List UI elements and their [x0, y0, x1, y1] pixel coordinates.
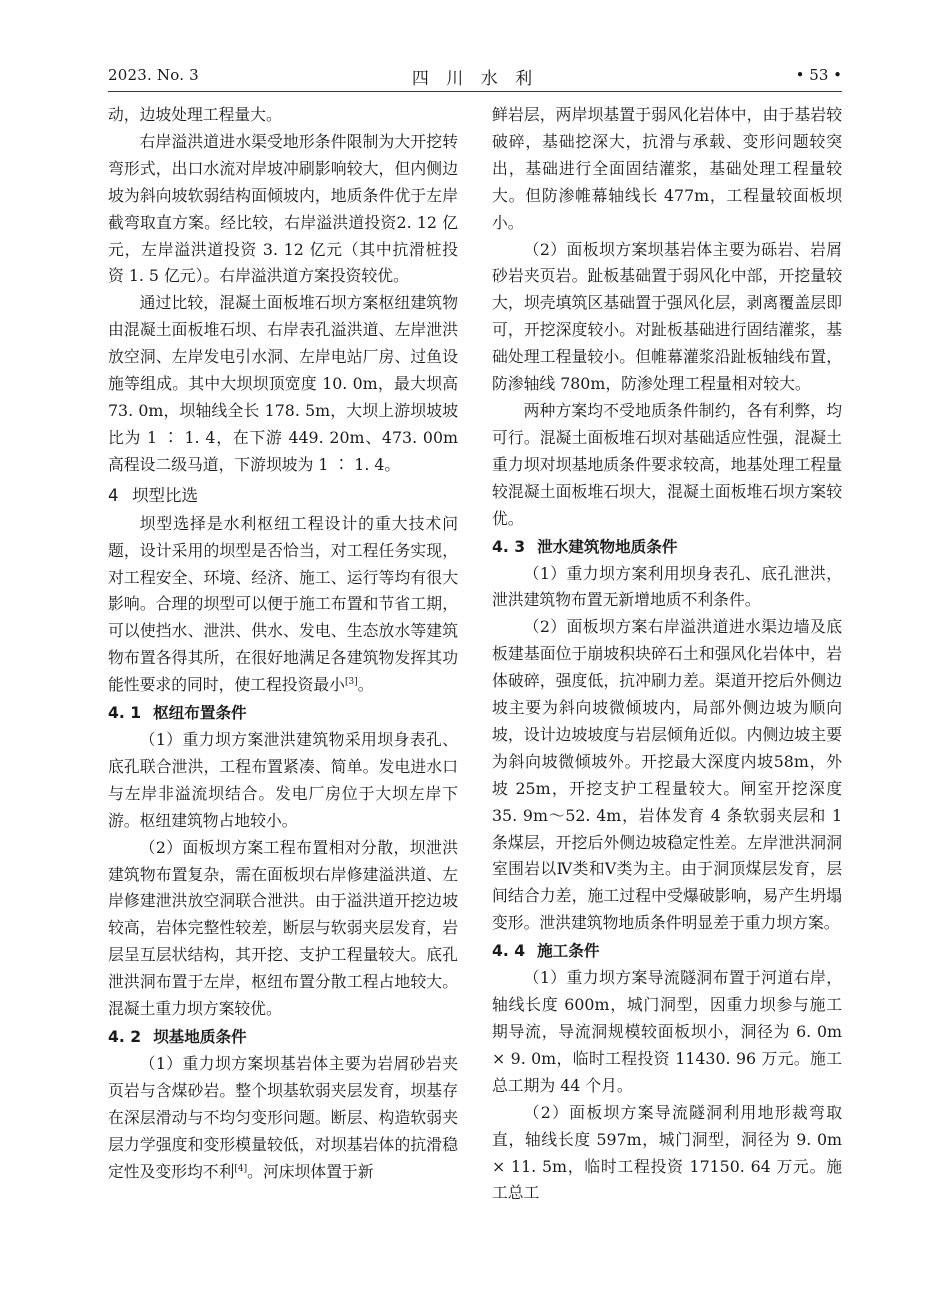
paragraph: 两种方案均不受地质条件制约，各有利弊，均可行。混凝土面板堆石坝对基础适应性强，混凝土重力坝对坝基地质条件要求较高，地基处理工程量较混凝土面板堆石坝大，混凝土面板堆石坝方案较优。 — [492, 400, 842, 528]
paragraph: 鲜岩层，两岸坝基置于弱风化岩体中，由于基岩较破碎，基础挖深大，抗滑与承载、变形问题较突出，基础进行全面固结灌浆，基础处理工程量较大。但防渗帷幕轴线长 477m，工程量较面板坝小。 — [492, 105, 842, 232]
section-heading: 4 坝型比选 — [108, 485, 198, 505]
page-number: • 53 • — [795, 66, 842, 84]
paragraph: 通过比较，混凝土面板堆石坝方案枢纽建筑物由混凝土面板堆石坝、右岸表孔溢洪道、左岸泄洪放空洞、左岸发电引水洞、左岸电站厂房、过鱼设施等组成。其中大坝坝顶宽度 10. 0m，最大坝高 73. 0m，坝轴线全长 178. 5m，大坝上游坝坡坡比为 1 ∶ 1. 4，在下游 449. 20m、473. 00m 高程设二级马道，下游坝坡为 1 ∶ 1. 4。 — [108, 293, 458, 474]
paragraph: 动，边坡处理工程量大。 — [108, 105, 282, 124]
journal-title: 四 川 水 利 — [411, 69, 539, 89]
subsection-heading: 4. 4 施工条件 — [492, 942, 600, 961]
left-column — [108, 102, 458, 1186]
page-header — [108, 64, 842, 90]
subsection-heading: 4. 2 坝基地质条件 — [108, 1028, 247, 1046]
subsection-heading: 4. 1 枢纽布置条件 — [108, 704, 247, 723]
paragraph: （2）面板坝方案坝基岩体主要为砾岩、岩屑砂岩夹页岩。趾板基础置于弱风化中部，开挖量较大，坝壳填筑区基础置于强风化层，剥离覆盖层即可，开挖深度较小。对趾板基础进行固结灌浆，基础处理工程量较小。但帷幕灌浆沿趾板轴线布置，防渗轴线 780m，防渗处理工程量相对较大。 — [492, 239, 842, 394]
paragraph: （2）面板坝方案右岸溢洪道进水渠边墙及底板建基面位于崩坡积块碎石土和强风化岩体中，岩体破碎，强度低，抗冲刷力差。渠道开挖后外侧边坡主要为斜向坡微倾坡内，局部外侧边坡为顺向坡，设计边坡坡度与岩层倾角近似。内侧边坡主要为斜向坡微倾坡外。开挖最大深度内坡58m，外坡 25m，开挖支护工程量较大。闸室开挖深度 35. 9m～52. 4m，岩体发育 4 条软弱夹层和 1 条煤层，开挖后外侧边坡稳定性差。左岸泄洪洞洞室围岩以Ⅳ类和Ⅴ类为主。由于洞顶煤层发育，层间结合力差，施工过程中受爆破影响，易产生坍塌变形。泄洪建筑物地质条件明显差于重力坝方案。 — [492, 617, 842, 933]
subsection-heading: 4. 3 泄水建筑物地质条件 — [492, 537, 678, 556]
paragraph: 坝型选择是水利枢纽工程设计的重大技术问题，设计采用的坝型是否恰当，对工程任务实现，对工程安全、环境、经济、施工、运行等均有很大影响。合理的坝型可以便于施工布置和节省工期，可以使挡水、泄洪、供水、发电、生态放水等建筑物布置各得其所，在很好地满足各建筑物发挥其功能性要求的同时，使工程投资最小[3]。 — [108, 513, 458, 695]
paragraph: （1）重力坝方案泄洪建筑物采用坝身表孔、底孔联合泄洪，工程布置紧凑、简单。发电进水口与左岸非溢流坝结合。发电厂房位于大坝左岸下游。枢纽建筑物占地较小。 — [108, 730, 458, 830]
citation: [3] — [344, 677, 358, 688]
paragraph: （2）面板坝方案工程布置相对分散，坝泄洪建筑物布置复杂，需在面板坝右岸修建溢洪道、左岸修建泄洪放空洞联合泄洪。由于溢洪道开挖边坡较高，岩体完整性较差，断层与软弱夹层发育，岩层呈互层状结构，其开挖、支护工程量较大。底孔泄洪洞布置于左岸，枢纽布置分散工程占地较大。混凝土重力坝方案较优。 — [108, 837, 458, 1019]
right-column — [492, 102, 842, 1207]
journal-issue: 2023. No. 3 — [108, 66, 199, 84]
paragraph: （1）重力坝方案坝基岩体主要为岩屑砂岩夹页岩与含煤砂岩。整个坝基软弱夹层发育，坝基存在深层滑动与不均匀变形问题。断层、构造软弱夹层力学强度和变形模量较低，对坝基岩体的抗滑稳定性及变形均不利[4]。河床坝体置于新 — [108, 1054, 458, 1181]
paragraph: （1）重力坝方案利用坝身表孔、底孔泄洪，泄洪建筑物布置无新增地质不利条件。 — [492, 563, 842, 610]
paragraph: （1）重力坝方案导流隧洞布置于河道右岸，轴线长度 600m，城门洞型，因重力坝参与施工期导流，导流洞规模较面板坝小，洞径为 6. 0m × 9. 0m，临时工程投资 11430. 96 万元。施工总工期为 44 个月。 — [492, 968, 842, 1095]
paragraph: 右岸溢洪道进水渠受地形条件限制为大开挖转弯形式，出口水流对岸坡冲刷影响较大，但内侧边坡为斜向坡软弱结构面倾坡内，地质条件优于左岸截弯取直方案。经比较，右岸溢洪道投资2. 12 亿元，左岸溢洪道投资 3. 12 亿元（其中抗滑桩投资 1. 5 亿元）。右岸溢洪道方案投资较优。 — [108, 131, 458, 286]
paragraph: （2）面板坝方案导流隧洞利用地形裁弯取直，轴线长度 597m，城门洞型，洞径为 9. 0m × 11. 5m，临时工程投资 17150. 64 万元。施工总工 — [492, 1102, 842, 1203]
header-rule — [108, 91, 842, 92]
citation: [4] — [234, 1163, 248, 1174]
